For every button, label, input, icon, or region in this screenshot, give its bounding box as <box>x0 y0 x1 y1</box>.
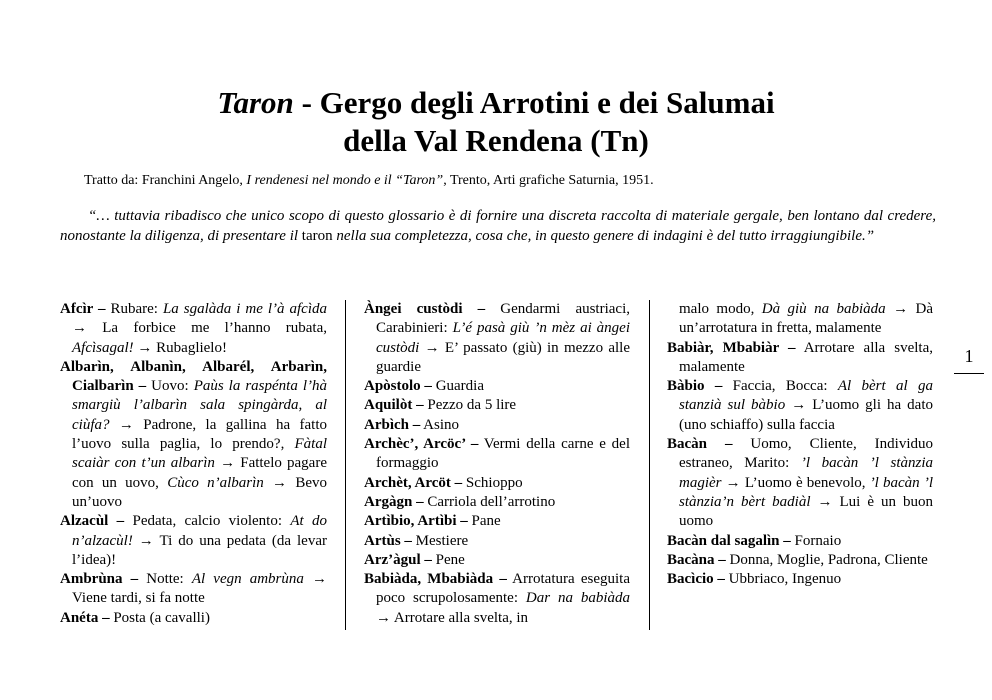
glossary-entry <box>667 339 933 378</box>
entry-term: Aquilòt – <box>364 397 424 414</box>
entry-text: → La forbice me l’hanno rubata, <box>72 320 327 337</box>
entry-example: La sgalàda i me l’à afcìda <box>162 301 327 317</box>
quote-word: taron <box>301 228 333 244</box>
entry-text: → Padrone, la gallina ha fatto l’uovo sulla paglia, lo prendo?, <box>72 416 327 453</box>
glossary-entry <box>364 300 630 377</box>
glossary-entry <box>60 570 327 609</box>
glossary-entry <box>364 416 630 435</box>
entry-term: Albarìn, Albanìn, Albarél, Arbarìn, Cialbarìn – <box>60 358 327 395</box>
entry-text: Pane <box>467 513 501 530</box>
entry-term: Anéta – <box>60 609 110 626</box>
entry-text: → Lui è un buon uomo <box>679 493 933 530</box>
glossary-entry <box>364 377 630 396</box>
entry-term: Babiàr, Mbabiàr – <box>667 339 796 356</box>
entry-text: Posta (a cavalli) <box>109 609 210 626</box>
entry-example: Dà giù na babiàda <box>761 301 886 317</box>
entry-term: Àngei custòdi – <box>364 301 486 317</box>
entry-text: Arrotare alla svelta, malamente <box>679 339 933 375</box>
glossary-column-2 <box>364 300 630 628</box>
entry-text: Mestiere <box>411 532 469 549</box>
entry-term: Apòstolo – <box>364 378 432 395</box>
entry-text: → E’ passato (giù) in mezzo alle guardie <box>376 339 630 375</box>
entry-text: Donna, Moglie, Padrona, Cliente <box>725 551 928 568</box>
column-divider <box>649 300 650 630</box>
title-line-2: della Val Rendena (Tn) <box>343 123 649 158</box>
entry-example: At do n’alzacùl! <box>72 513 327 549</box>
entry-term: Ambrùna – <box>60 571 139 588</box>
entry-text: Vermi della carne e del formaggio <box>376 436 630 472</box>
entry-text: Ubbriaco, Ingenuo <box>724 571 842 588</box>
entry-text: Uomo, Cliente, Individuo estraneo, Marito: <box>679 436 933 472</box>
source-suffix: , Trento, Arti grafiche Saturnia, 1951. <box>443 173 654 188</box>
entry-term: Bacàna – <box>667 551 726 568</box>
entry-term: Archèc’, Arcöc’ – <box>364 436 479 453</box>
entry-text: → Rubaglielo! <box>133 339 227 356</box>
quote-part-2: nella sua completezza, cosa che, in questo genere di indagini è del tutto irraggiungibile.” <box>332 228 875 244</box>
entry-term: Artùs – <box>364 532 412 549</box>
glossary-entry <box>667 532 933 551</box>
glossary-entry <box>364 532 630 551</box>
entry-text: Asino <box>420 416 460 433</box>
title-italic: Taron <box>217 85 294 120</box>
glossary-column-1 <box>60 300 327 628</box>
glossary-entry <box>364 435 630 474</box>
glossary-entry <box>667 300 933 339</box>
entry-example: ’l bacàn ’l stànzia magièr <box>679 455 934 491</box>
entry-example: Cùco n’albarìn <box>167 474 264 491</box>
entry-term: Bacìcio – <box>667 571 725 588</box>
entry-term: Bacàn dal sagalìn – <box>667 532 791 549</box>
entry-term: Afcìr – <box>60 301 106 317</box>
source-prefix: Tratto da: Franchini Angelo, <box>84 173 247 188</box>
entry-term: Arbìch – <box>364 416 421 433</box>
glossary-entry <box>364 551 630 570</box>
entry-example: Al bèrt al ga stanzià sul bàbio <box>679 378 933 414</box>
entry-text: → L’uomo gli ha dato (uno schiaffo) sulla faccia <box>679 397 933 433</box>
entry-text: Pene <box>431 551 465 568</box>
entry-term: Bàbio – <box>667 378 723 395</box>
entry-text: Notte: <box>138 571 192 588</box>
entry-example: L’é pasà giù ’n mèz ai àngei custòdi <box>376 320 631 356</box>
glossary-entry <box>364 570 630 628</box>
title-rest: - Gergo degli Arrotini e dei Salumai <box>293 85 775 120</box>
entry-text: → Ti do una pedata (da levar l’idea)! <box>72 532 327 568</box>
entry-example: Fàtal scaiàr con t’un albarìn <box>72 436 327 472</box>
entry-example: Al vegn ambrùna <box>191 571 304 588</box>
glossary-entry <box>364 474 630 493</box>
entry-text: Schioppo <box>462 474 523 491</box>
glossary-entry <box>60 512 327 570</box>
entry-term: Argàgn – <box>364 493 424 510</box>
page-title <box>0 84 992 160</box>
entry-example: ’l bacàn ’l stànzia’n bèrt badiàl <box>679 474 934 510</box>
glossary-entry <box>364 512 630 531</box>
glossary-entry <box>60 358 327 512</box>
entry-text: Rubare: <box>105 301 163 317</box>
entry-text: Pedata, calcio violento: <box>124 513 291 530</box>
entry-text: Fornaio <box>790 532 842 549</box>
entry-text: → Bevo un’uovo <box>72 474 327 510</box>
entry-example: Paùs la raspénta l’hà smargiù l’albarìn sala spingàrda, al ciùfa? <box>72 378 328 433</box>
quote-part-1: “… tuttavia ribadisco che unico scopo di questo glossario è di fornire una discreta raccolta di materiale gergale, ben lontano dal credere, nonostante la diligenza, di presentare il <box>60 208 936 244</box>
entry-text: Guardia <box>431 378 484 395</box>
glossary-entry <box>364 493 630 512</box>
entry-term: Arz’àgul – <box>364 551 432 568</box>
entry-text: Arrotatura eseguita poco scrupolosamente: <box>376 571 630 607</box>
glossary-entry <box>60 609 327 628</box>
entry-text: malo modo, <box>679 301 762 317</box>
epigraph-quote <box>60 206 936 246</box>
entry-text: Uovo: <box>146 378 194 395</box>
entry-text: → Viene tardi, si fa notte <box>72 571 327 607</box>
entry-text: → L’uomo è benevolo, <box>721 474 870 491</box>
glossary-entry <box>364 396 630 415</box>
source-book: I rendenesi nel mondo e il “Taron” <box>246 173 444 188</box>
source-citation <box>84 172 654 190</box>
entry-term: Artìbio, Artìbi – <box>364 513 468 530</box>
entry-text: → Fattelo pagare con un uovo, <box>72 455 327 491</box>
glossary-entry <box>667 377 933 435</box>
entry-example: Afcìsagal! <box>72 339 134 356</box>
glossary-entry <box>667 570 933 589</box>
glossary-entry <box>60 300 327 358</box>
entry-term: Bacàn – <box>667 436 733 453</box>
entry-example: Dar na babiàda <box>525 590 630 607</box>
entry-text: Gendarmi austriaci, Carabinieri: <box>376 301 630 337</box>
page-number: 1 <box>954 345 984 374</box>
glossary-entry <box>667 551 933 570</box>
entry-text: → Dà un’arrotatura in fretta, malamente <box>679 301 933 337</box>
title-line-1 <box>0 84 992 122</box>
entry-term: Babiàda, Mbabiàda – <box>364 571 507 588</box>
glossary-entry <box>667 435 933 531</box>
column-divider <box>345 300 346 630</box>
glossary-column-3 <box>667 300 933 589</box>
entry-term: Alzacùl – <box>60 513 125 530</box>
entry-text: Faccia, Bocca: <box>722 378 838 395</box>
entry-text: Carriola dell’arrotino <box>423 493 556 510</box>
entry-term: Archèt, Arcöt – <box>364 474 463 491</box>
entry-text: Pezzo da 5 lire <box>423 397 517 414</box>
entry-text: → Arrotare alla svelta, in <box>376 609 529 626</box>
